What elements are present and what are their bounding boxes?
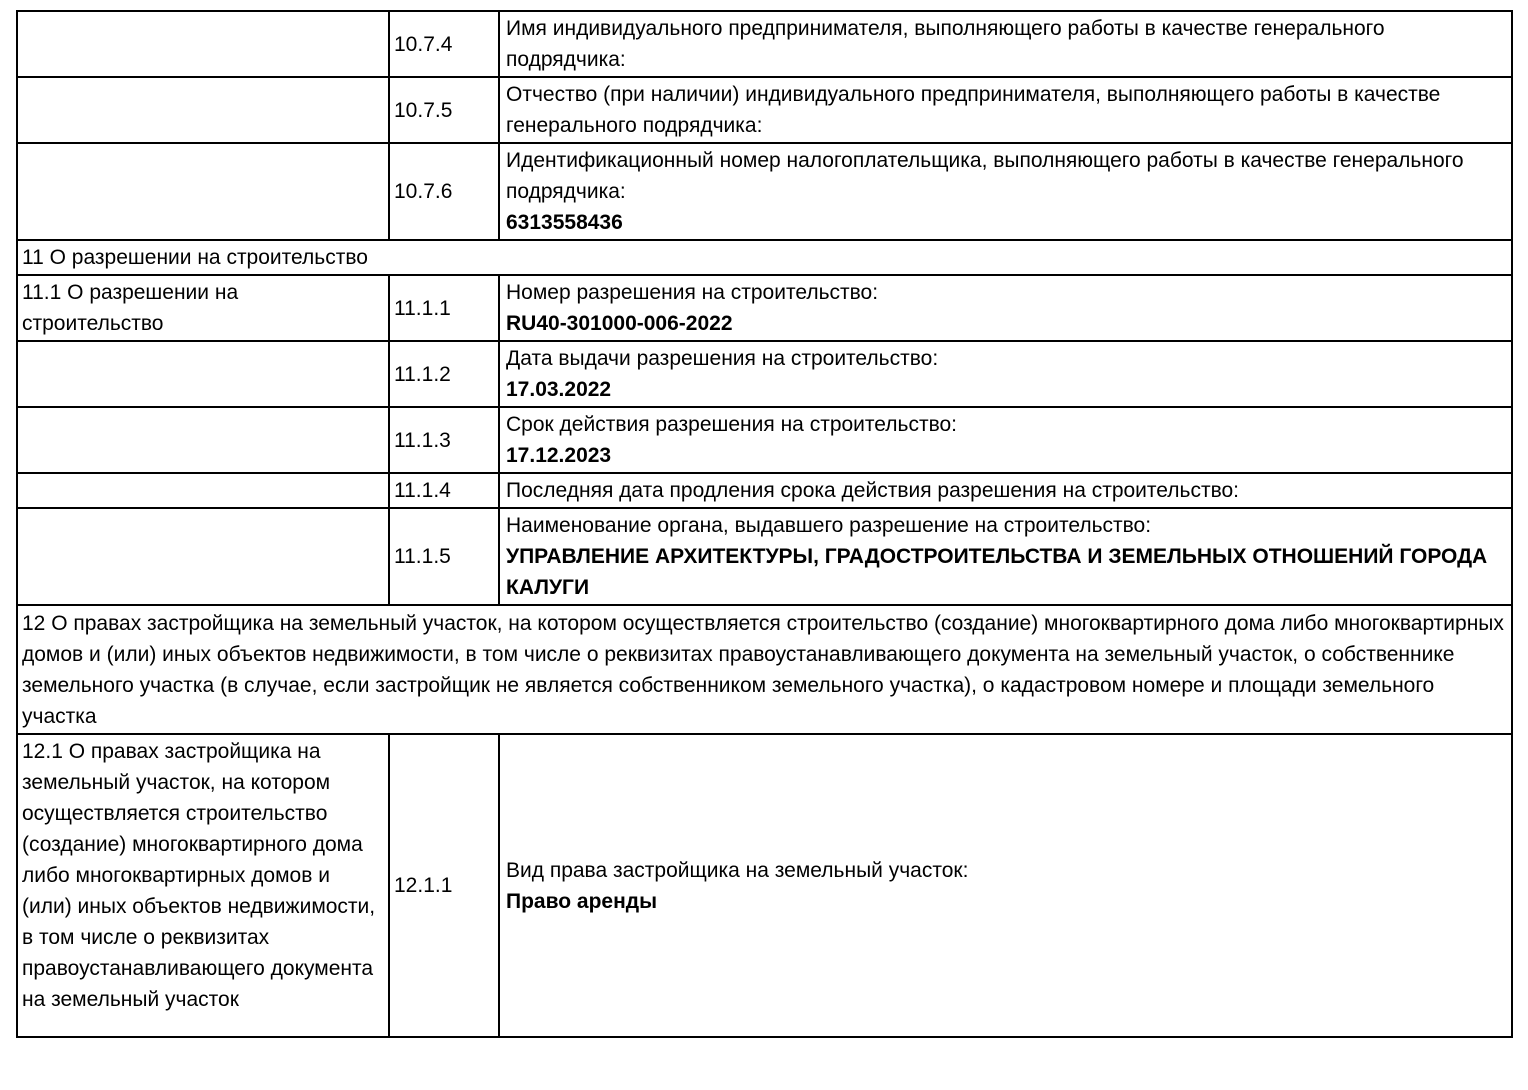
section-title-cell [17,143,389,240]
table-row [17,341,1512,407]
item-cell [499,341,1512,407]
item-number: 11.1.1 [389,275,499,341]
section-header-row [17,240,1512,275]
document-page [0,10,1528,1090]
section-header-row [17,605,1512,734]
item-number: 11.1.5 [389,508,499,605]
table-row [17,77,1512,143]
field-label: Имя индивидуального предпринимателя, выполняющего работы в качестве генерального подрядчика: [506,17,1385,71]
item-cell [499,275,1512,341]
field-value: RU40-301000-006-2022 [506,312,733,335]
item-cell [499,11,1512,77]
table-row [17,407,1512,473]
field-label: Вид права застройщика на земельный участок: [506,858,969,882]
section-header: 12 О правах застройщика на земельный участок, на котором осуществляется строительство (создание) многоквартирного дома либо многоквартирных домов и (или) иных объектов недвижимости, в том числе о реквизитах правоустанавливающего документа на земельный участок, о собственнике земельного участка (в случае, если застройщик не является собственником земельного участка), о кадастровом номере и площади земельного участка [17,605,1512,734]
item-cell [499,77,1512,143]
table-row [17,11,1512,77]
field-label: Последняя дата продления срока действия разрешения на строительство: [506,479,1240,502]
item-cell [499,508,1512,605]
section-title-cell [17,407,389,473]
section-title-cell [17,341,389,407]
item-cell [499,473,1512,508]
section-title-cell [17,508,389,605]
item-number: 12.1.1 [389,734,499,1037]
table-row [17,508,1512,605]
section-title-cell: 11.1 О разрешении на строительство [17,275,389,341]
table-row [17,275,1512,341]
item-number: 11.1.3 [389,407,499,473]
item-number: 10.7.5 [389,77,499,143]
table-row [17,734,1512,1037]
section-header: 11 О разрешении на строительство [17,240,1512,275]
field-value: 6313558436 [506,211,623,234]
item-number: 11.1.4 [389,473,499,508]
field-value: 17.03.2022 [506,378,612,401]
field-label: Наименование органа, выдавшего разрешение на строительство: [506,514,1152,537]
table-row [17,143,1512,240]
declaration-table [16,10,1513,1038]
section-title-cell [17,77,389,143]
field-value: 17.12.2023 [506,444,612,467]
field-value: Право аренды [506,889,658,913]
item-number: 10.7.4 [389,11,499,77]
table-row [17,473,1512,508]
section-title-cell: 12.1 О правах застройщика на земельный участок, на котором осуществляется строительство (создание) многоквартирного дома либо многоквартирных домов и (или) иных объектов недвижимости, в том числе о реквизитах правоустанавливающего документа на земельный участок [17,734,389,1037]
field-label: Номер разрешения на строительство: [506,281,879,304]
item-cell [499,407,1512,473]
field-label: Срок действия разрешения на строительство: [506,413,958,436]
item-cell [499,734,1512,1037]
item-number: 11.1.2 [389,341,499,407]
field-label: Отчество (при наличии) индивидуального предпринимателя, выполняющего работы в качестве генерального подрядчика: [506,83,1441,137]
field-value: УПРАВЛЕНИЕ АРХИТЕКТУРЫ, ГРАДОСТРОИТЕЛЬСТВА И ЗЕМЕЛЬНЫХ ОТНОШЕНИЙ ГОРОДА КАЛУГИ [506,545,1488,599]
item-cell [499,143,1512,240]
section-title-cell [17,473,389,508]
field-label: Дата выдачи разрешения на строительство: [506,347,939,370]
item-number: 10.7.6 [389,143,499,240]
field-label: Идентификационный номер налогоплательщика, выполняющего работы в качестве генерального подрядчика: [506,149,1464,203]
section-title-cell [17,11,389,77]
